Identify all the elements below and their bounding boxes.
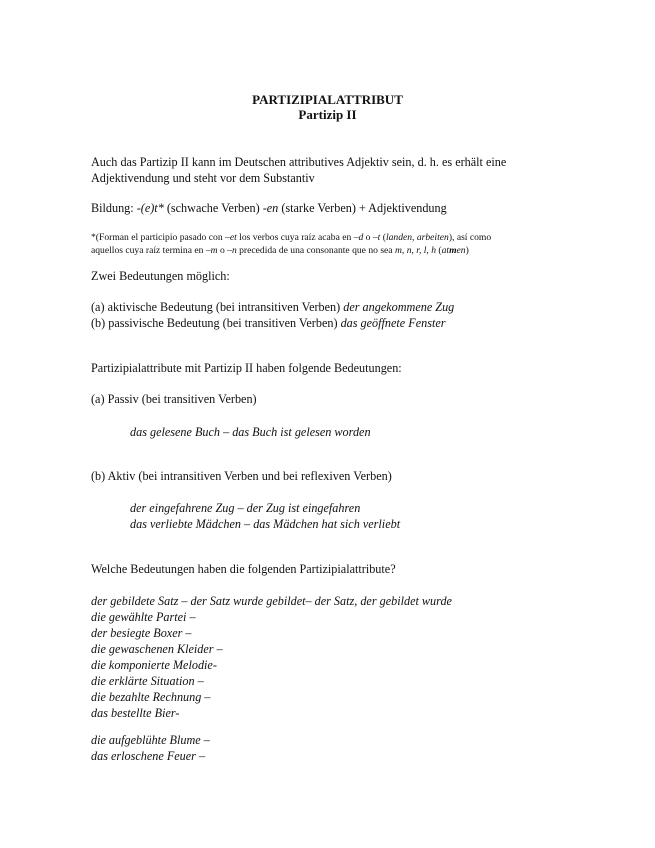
bildung-en: -en	[262, 201, 279, 215]
passiv-heading: (a) Passiv (bei transitiven Verben)	[91, 392, 257, 406]
passiv-example: das gelesene Buch – das Buch ist gelesen worden	[130, 425, 371, 439]
footnote-text: los verbos cuya raíz acaba en	[236, 232, 354, 243]
bedeutung-a-text: (a) aktivische Bedeutung (bei intransitiven Verben)	[91, 300, 344, 314]
footnote-letters: m, n, r, l, h	[394, 245, 437, 256]
exercise-item: die aufgeblühte Blume –	[91, 733, 210, 747]
exercise-list-2	[91, 732, 571, 764]
bedeutung-b-text: (b) passivische Bedeutung (bei transitiven Verben)	[91, 316, 341, 330]
exercise-item: die gewaschenen Kleider –	[91, 642, 223, 656]
footnote-suffix: –t	[372, 232, 381, 243]
footnote	[91, 231, 571, 257]
bedeutung-a-example: der angekommene Zug	[343, 300, 455, 314]
footnote-example: landen, arbeiten	[385, 232, 449, 243]
footnote-text: ), así como	[448, 232, 492, 243]
footnote-text: (	[380, 232, 386, 243]
footnote-suffix: –m	[205, 245, 218, 256]
document-title	[0, 92, 655, 122]
footnote-example-bold: m	[449, 245, 457, 256]
footnote-text: o	[363, 232, 373, 243]
bedeutung-a	[91, 299, 571, 315]
partizipial-heading: Partizipialattribute mit Partizip II haben folgende Bedeutungen:	[91, 361, 402, 375]
exercise-list-1	[91, 593, 571, 721]
bildung-schwach: (schwache Verben)	[163, 201, 263, 215]
footnote-suffix: –n	[227, 245, 237, 256]
bildung-e-paren: (e)t*	[140, 201, 164, 215]
footnote-text: (	[436, 245, 442, 256]
aktiv-example-2: das verliebte Mädchen – das Mädchen hat sich verliebt	[130, 517, 401, 531]
aktiv-example-1: der eingefahrene Zug – der Zug ist eingefahren	[130, 501, 361, 515]
intro-line-1: Auch das Partizip II kann im Deutschen attributives Adjektiv sein, d. h. es erhält eine	[91, 155, 507, 169]
footnote-suffix: –d	[353, 232, 364, 243]
exercise-item: die komponierte Melodie-	[91, 658, 217, 672]
footnote-example: en	[456, 245, 466, 256]
exercise-item: der besiegte Boxer –	[91, 626, 192, 640]
intro-line-2: Adjektivendung und steht vor dem Substantiv	[91, 171, 315, 185]
footnote-suffix: –et	[225, 232, 237, 243]
title-sub: Partizip II	[298, 107, 357, 122]
exercise-item: die erklärte Situation –	[91, 674, 204, 688]
footnote-text: aquellos cuya raíz termina en	[91, 245, 206, 256]
exercise-item: die gewählte Partei –	[91, 610, 196, 624]
title-main: PARTIZIPIALATTRIBUT	[252, 92, 403, 107]
footnote-example: at	[441, 245, 450, 256]
exercise-item: das erloschene Feuer –	[91, 749, 206, 763]
exercise-question: Welche Bedeutungen haben die folgenden Partizipialattribute?	[91, 562, 396, 576]
footnote-line-2	[91, 244, 571, 257]
footnote-text: precedida de una consonante que no sea	[236, 245, 395, 256]
footnote-text: o	[217, 245, 228, 256]
bildung-line	[91, 200, 571, 216]
intro-paragraph	[91, 154, 571, 186]
exercise-item: die bezahlte Rechnung –	[91, 690, 211, 704]
bildung-stark: (starke Verben) + Adjektivendung	[278, 201, 447, 215]
aktiv-examples	[130, 500, 610, 532]
bildung-prefix: Bildung: -	[91, 201, 141, 215]
exercise-item: das bestellte Bier-	[91, 706, 180, 720]
footnote-text: )	[465, 245, 469, 256]
bedeutung-b	[91, 315, 571, 331]
aktiv-heading: (b) Aktiv (bei intransitiven Verben und bei reflexiven Verben)	[91, 469, 392, 483]
footnote-text: *(Forman el participio pasado con	[91, 232, 226, 243]
bedeutungen-list	[91, 299, 571, 331]
zwei-bedeutungen-heading: Zwei Bedeutungen möglich:	[91, 269, 230, 283]
bedeutung-b-example: das geöffnete Fenster	[340, 316, 446, 330]
footnote-line-1	[91, 231, 571, 244]
exercise-item: der gebildete Satz – der Satz wurde gebildet– der Satz, der gebildet wurde	[91, 594, 452, 608]
